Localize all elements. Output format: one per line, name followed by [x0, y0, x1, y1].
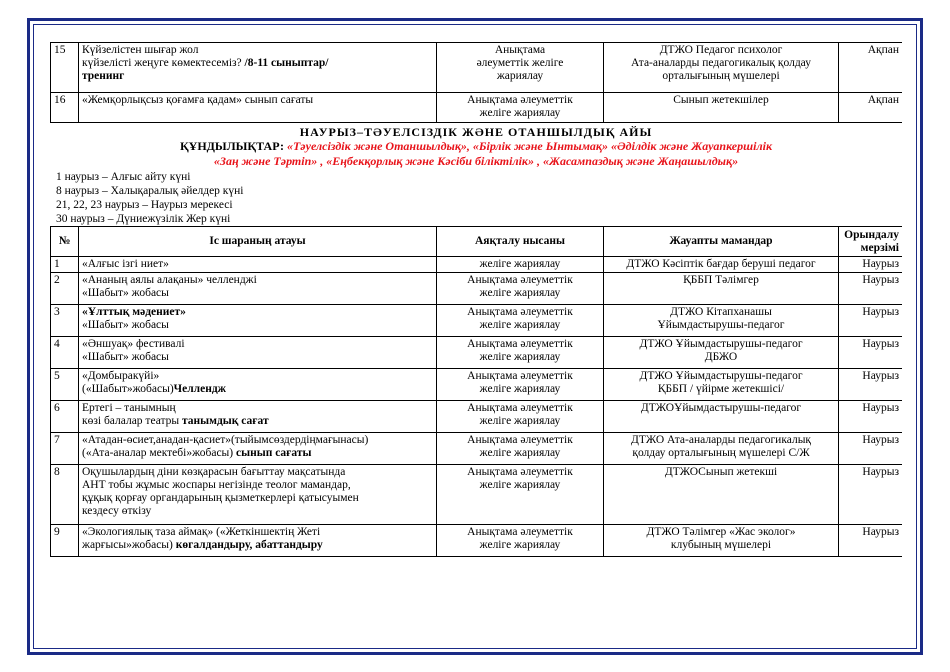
completion-form: Анықтама әлеуметтік желіге жариялау [437, 433, 604, 465]
completion-form: Анықтама әлеуметтік желіге жариялау [437, 369, 604, 401]
deadline: Наурыз [839, 401, 903, 433]
event-title: «Ұлттық мәдениет» «Шабыт» жобасы [79, 305, 437, 337]
completion-form: Анықтама әлеуметтік желіге жариялау [437, 525, 604, 557]
march-events-table [50, 226, 902, 557]
completion-form: Анықтама әлеуметтік желіге жариялау [437, 465, 604, 525]
table-row [51, 273, 903, 305]
table-row [51, 465, 903, 525]
table-row [51, 257, 903, 273]
responsible-staff: Сынып жетекшілер [604, 93, 839, 123]
row-number: 7 [51, 433, 79, 465]
table-row [51, 401, 903, 433]
row-number: 8 [51, 465, 79, 525]
header-title: Іс шараның атауы [79, 227, 437, 257]
table-row [51, 525, 903, 557]
deadline: Наурыз [839, 337, 903, 369]
row-number: 9 [51, 525, 79, 557]
deadline: Ақпан [839, 43, 903, 93]
date-item: 1 наурыз – Алғыс айту күні [56, 171, 191, 183]
event-title: «Экологиялық таза аймақ» («Жеткіншектің Жеті жарғысы»жобасы) көгалдандыру, абаттандыру [79, 525, 437, 557]
responsible-staff: ДТЖО Педагог психолог Ата-аналарды педагогикалық қолдау орталығының мүшелері [604, 43, 839, 93]
event-title: Ертегі – танымның көзі балалар театры танымдық сағат [79, 401, 437, 433]
event-title: «Ананың аялы алақаны» челленджі «Шабыт» жобасы [79, 273, 437, 305]
row-number: 16 [51, 93, 79, 123]
completion-form: Анықтама әлеуметтік желіге жариялау [437, 273, 604, 305]
responsible-staff: ДТЖО Кәсіптік бағдар беруші педагог [604, 257, 839, 273]
deadline: Наурыз [839, 369, 903, 401]
responsible-staff: ДТЖО Кітапханашы Ұйымдастырушы-педагог [604, 305, 839, 337]
values-line-1: ҚҰНДЫЛЫҚТАР: «Тәуелсіздік және Отаншылдық», «Бірлік және Ынтымақ» «Әділдік және Жауапкершілік [179, 139, 773, 153]
row-number: 15 [51, 43, 79, 93]
completion-form: Анықтама әлеуметтік желіге жариялау [437, 401, 604, 433]
row-number: 4 [51, 337, 79, 369]
responsible-staff: ҚББП Тәлімгер [604, 273, 839, 305]
table-header-row [51, 227, 903, 257]
table-row [51, 337, 903, 369]
responsible-staff: ДТЖО Ұйымдастырушы-педагог ДБЖО [604, 337, 839, 369]
responsible-staff: ДТЖО Ата-аналарды педагогикалық қолдау орталығының мүшелері С/Ж [604, 433, 839, 465]
completion-form: Анықтама әлеуметтік желіге жариялау [437, 93, 604, 123]
responsible-staff: ДТЖОҰйымдастырушы-педагог [604, 401, 839, 433]
month-title: НАУРЫЗ–ТӘУЕЛСІЗДІК ЖӘНЕ ОТАНШЫЛДЫҚ АЙЫ [299, 125, 653, 139]
date-item: 21, 22, 23 наурыз – Наурыз мерекесі [56, 199, 233, 211]
document-content [50, 42, 902, 582]
event-title: «Әншуақ» фестивалі «Шабыт» жобасы [79, 337, 437, 369]
values-line-2: «Заң және Тәртіп» , «Еңбекқорлық және Кәсіби біліктілік» , «Жасампаздық және Жаңашылдық» [213, 154, 739, 168]
deadline: Наурыз [839, 273, 903, 305]
deadline: Наурыз [839, 525, 903, 557]
event-title: «Атадан-өсиет,анадан-қасиет»(тыйымсөздердіңмағынасы) («Ата-аналар мектебі»жобасы) сынып сағаты [79, 433, 437, 465]
header-deadline: Орындалу мерзімі [839, 227, 903, 257]
row-number: 6 [51, 401, 79, 433]
deadline: Наурыз [839, 433, 903, 465]
event-title: Күйзелістен шығар жол күйзелісті жеңуге көмектесеміз? /8-11 сыныптар/ тренинг [79, 43, 437, 93]
row-number: 3 [51, 305, 79, 337]
february-table-tail [50, 42, 902, 123]
responsible-staff: ДТЖО Тәлімгер «Жас эколог» клубының мүшелері [604, 525, 839, 557]
important-dates [56, 170, 902, 226]
responsible-staff: ДТЖО Ұйымдастырушы-педагог ҚББП / үйірме жетекшісі/ [604, 369, 839, 401]
completion-form: Анықтама әлеуметтік желіге жариялау [437, 337, 604, 369]
event-title: «Домбыракүйі» («Шабыт»жобасы)Челлендж [79, 369, 437, 401]
table-row [51, 369, 903, 401]
completion-form: Анықтама әлеуметтік желіге жариялау [437, 43, 604, 93]
deadline: Ақпан [839, 93, 903, 123]
values-label: ҚҰНДЫЛЫҚТАР: [179, 139, 284, 153]
table-row [51, 433, 903, 465]
table-row [51, 43, 903, 93]
row-number: 2 [51, 273, 79, 305]
header-form: Аяқталу нысаны [437, 227, 604, 257]
completion-form: Анықтама әлеуметтік желіге жариялау [437, 305, 604, 337]
deadline: Наурыз [839, 465, 903, 525]
event-title: Оқушылардың діни көзқарасын бағыттау мақсатында АНТ тобы жұмыс жоспары негізінде теолог мамандар, құқық қорғау органдарының қызметкерлері қатысуымен кездесу өткізу [79, 465, 437, 525]
date-item: 30 наурыз – Дүниежүзілік Жер күні [56, 213, 231, 225]
event-title: «Жемқорлықсыз қоғамға қадам» сынып сағаты [79, 93, 437, 123]
table-row [51, 93, 903, 123]
header-responsible: Жауапты мамандар [604, 227, 839, 257]
deadline: Наурыз [839, 305, 903, 337]
event-title: «Алғыс ізгі ниет» [79, 257, 437, 273]
deadline: Наурыз [839, 257, 903, 273]
responsible-staff: ДТЖОСынып жетекші [604, 465, 839, 525]
row-number: 1 [51, 257, 79, 273]
table-row [51, 305, 903, 337]
header-number: № [51, 227, 79, 257]
date-item: 8 наурыз – Халықаралық әйелдер күні [56, 185, 244, 197]
completion-form: желіге жариялау [437, 257, 604, 273]
row-number: 5 [51, 369, 79, 401]
